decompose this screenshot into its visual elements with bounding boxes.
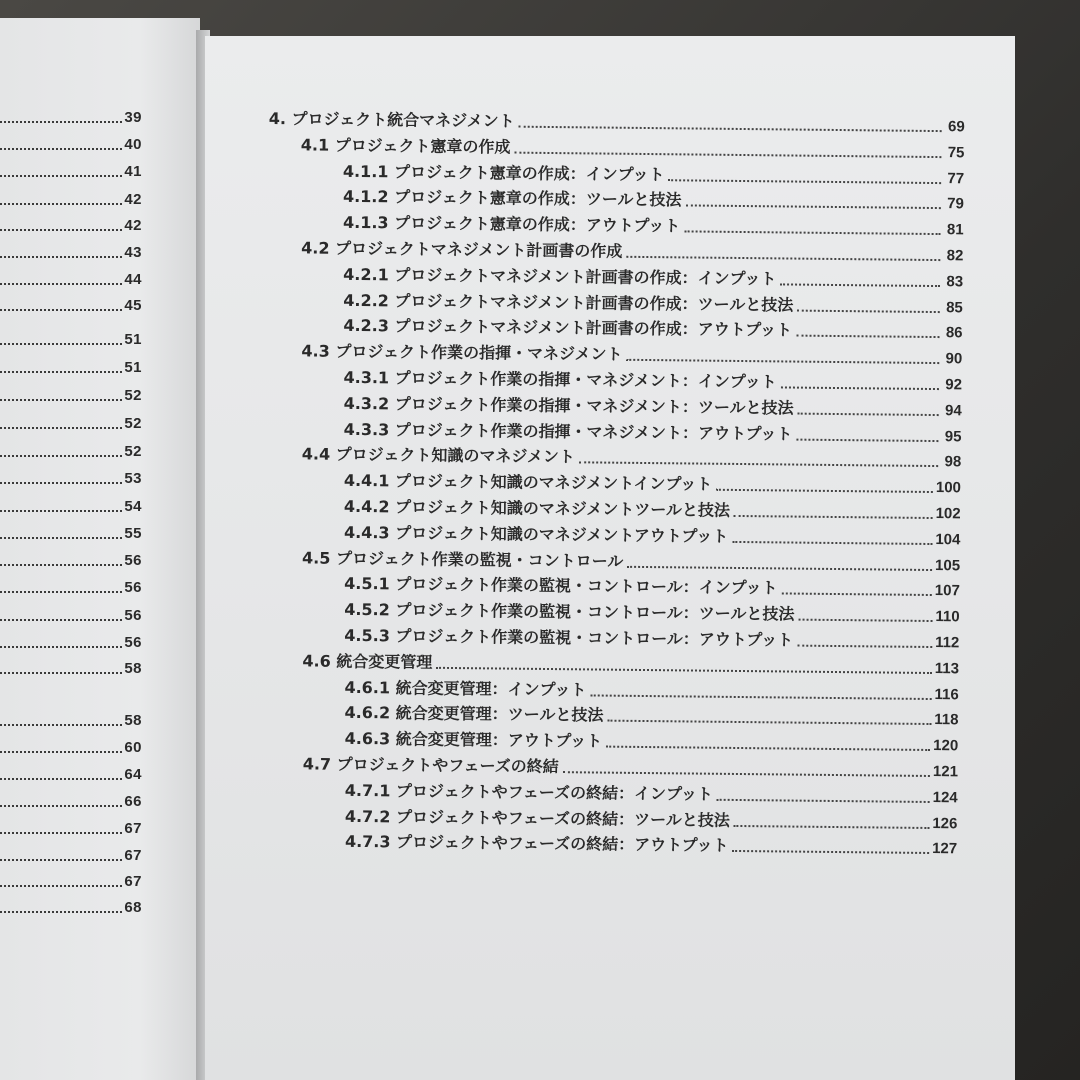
leader-dots — [563, 771, 930, 777]
left-page-number: 67 — [124, 847, 142, 864]
toc-entry-title: 4.5.3 プロジェクト作業の監視・コントロール：アウトプット — [344, 625, 794, 650]
leader-dots — [716, 489, 933, 493]
left-toc-row — [0, 493, 142, 517]
leader-dots — [0, 343, 122, 345]
left-toc-row — [0, 788, 142, 812]
toc-page-number: 120 — [933, 737, 959, 755]
leader-dots — [519, 126, 942, 132]
toc-page-number: 85 — [946, 298, 963, 316]
toc-entry-title: 4.7.3 プロジェクトやフェーズの終結：アウトプット — [344, 832, 729, 856]
leader-dots — [0, 283, 122, 285]
left-page-number: 56 — [124, 579, 142, 596]
toc-entry-title: 4.1.1 プロジェクト憲章の作成：インプット — [342, 161, 665, 184]
left-toc-row — [0, 761, 142, 785]
leader-dots — [685, 205, 940, 210]
leader-dots — [0, 510, 122, 512]
leader-dots — [0, 778, 122, 780]
left-toc-row — [0, 239, 142, 263]
left-toc-row — [0, 158, 142, 182]
toc-page-number: 110 — [935, 608, 960, 626]
leader-dots — [798, 412, 939, 415]
left-page-number: 42 — [124, 191, 142, 208]
left-page-number: 51 — [124, 331, 142, 348]
leader-dots — [0, 229, 122, 231]
toc-entry-title: 4.4 プロジェクト知識のマネジメント — [301, 444, 576, 467]
toc-entry-title: 4.3.3 プロジェクト作業の指揮・マネジメント：アウトプット — [343, 419, 793, 444]
left-page-number: 40 — [124, 136, 142, 153]
left-toc-row — [0, 734, 142, 758]
toc-page-number: 79 — [947, 195, 964, 213]
toc-page-number: 121 — [932, 763, 959, 781]
toc-entry-title: 4.6.3 統合変更管理：アウトプット — [344, 729, 603, 751]
leader-dots — [0, 911, 122, 913]
toc-entry-title: 4.2.1 プロジェクトマネジメント計画書の作成：インプット — [343, 264, 777, 289]
left-toc-row — [0, 894, 142, 918]
toc-entry-title: 4.7 プロジェクトやフェーズの終結 — [302, 754, 559, 777]
toc-page-number: 100 — [935, 479, 962, 497]
left-page-number: 56 — [124, 607, 142, 624]
toc-page-number: 126 — [932, 814, 958, 832]
leader-dots — [0, 482, 122, 484]
toc-page-number: 98 — [944, 453, 962, 471]
left-toc-row — [0, 465, 142, 489]
toc-page-number: 75 — [947, 143, 965, 162]
left-page-number: 52 — [124, 443, 142, 460]
leader-dots — [0, 309, 122, 311]
leader-dots — [0, 591, 122, 593]
leader-dots — [0, 619, 122, 621]
toc-page-number: 95 — [944, 427, 962, 445]
right-page — [205, 36, 1015, 1080]
left-page-number: 42 — [124, 217, 142, 234]
left-toc-row — [0, 574, 142, 598]
toc-entry-title: 4.7.2 プロジェクトやフェーズの終結：ツールと技法 — [344, 806, 730, 830]
leader-dots — [0, 832, 122, 834]
leader-dots — [0, 751, 122, 753]
left-page-number: 52 — [124, 415, 142, 432]
leader-dots — [796, 438, 938, 441]
toc-page-number: 116 — [934, 685, 959, 703]
leader-dots — [798, 619, 932, 622]
leader-dots — [0, 427, 122, 429]
leader-dots — [0, 724, 122, 726]
leader-dots — [684, 231, 940, 236]
left-page-number: 54 — [124, 498, 142, 515]
leader-dots — [781, 593, 931, 597]
left-toc-row — [0, 266, 142, 290]
left-toc-row — [0, 815, 142, 839]
leader-dots — [796, 335, 939, 339]
leader-dots — [780, 283, 940, 287]
leader-dots — [627, 359, 940, 364]
leader-dots — [436, 667, 932, 674]
left-page-number: 58 — [124, 712, 142, 729]
left-page-number: 45 — [124, 297, 142, 314]
toc-page-number: 86 — [945, 324, 963, 342]
left-toc-row — [0, 131, 142, 155]
toc-page-number: 82 — [946, 247, 964, 265]
leader-dots — [0, 672, 122, 674]
toc-page-number: 69 — [947, 118, 965, 136]
left-toc-row — [0, 326, 142, 350]
left-page-number: 60 — [124, 739, 142, 756]
leader-dots — [0, 646, 122, 648]
leader-dots — [607, 720, 931, 725]
left-toc-row — [0, 707, 142, 731]
leader-dots — [781, 386, 939, 390]
toc-page-number: 92 — [945, 376, 963, 394]
left-page-number: 68 — [124, 899, 142, 916]
toc-entry-title: 4.6.1 統合変更管理：インプット — [344, 677, 587, 699]
leader-dots — [0, 885, 122, 887]
left-toc-row — [0, 212, 142, 236]
toc-page-number: 81 — [946, 221, 964, 239]
toc-page-number: 124 — [932, 788, 958, 807]
left-page-number: 56 — [124, 634, 142, 651]
leader-dots — [0, 564, 122, 566]
toc-page-number: 104 — [935, 530, 961, 549]
toc-entry-title: 4.5 プロジェクト作業の監視・コントロール — [302, 548, 624, 571]
leader-dots — [0, 805, 122, 807]
toc-page-number: 113 — [934, 659, 960, 678]
leader-dots — [733, 850, 930, 854]
left-toc-row — [0, 842, 142, 866]
toc-entry-title: 4.1.2 プロジェクト憲章の作成：ツールと技法 — [342, 187, 682, 210]
toc-page-number: 83 — [946, 272, 964, 291]
leader-dots — [734, 825, 930, 829]
toc-page-number: 102 — [935, 505, 961, 523]
left-page-number: 67 — [124, 820, 142, 837]
toc-page-number: 105 — [935, 556, 961, 574]
leader-dots — [0, 148, 122, 150]
toc-entry-title: 4.4.1 プロジェクト知識のマネジメントインプット — [343, 471, 713, 494]
leader-dots — [734, 515, 933, 519]
left-page-number: 56 — [124, 552, 142, 569]
left-toc-row — [0, 655, 142, 679]
leader-dots — [0, 455, 122, 457]
leader-dots — [0, 537, 122, 539]
leader-dots — [0, 399, 122, 401]
toc-entry-title: 4.2.3 プロジェクトマネジメント計画書の作成：アウトプット — [343, 316, 793, 340]
left-page-number: 43 — [124, 244, 142, 261]
leader-dots — [717, 799, 930, 803]
toc-entry-title: 4.1.3 プロジェクト憲章の作成：アウトプット — [342, 213, 681, 236]
toc-page-number: 112 — [935, 634, 960, 652]
left-toc-row — [0, 382, 142, 406]
toc-entry-title: 4.2 プロジェクトマネジメント計画書の作成 — [301, 238, 623, 261]
left-page-number: 66 — [124, 793, 142, 810]
table-of-contents — [205, 36, 1015, 1080]
left-toc-row — [0, 868, 142, 892]
toc-page-number: 77 — [947, 169, 965, 187]
left-toc-row — [0, 410, 142, 434]
toc-entry-title: 4.6.2 統合変更管理：ツールと技法 — [344, 703, 604, 725]
leader-dots — [0, 121, 122, 123]
toc-entry-title: 4.3 プロジェクト作業の指揮・マネジメント — [301, 341, 623, 364]
toc-entry-title: 4.1 プロジェクト憲章の作成 — [300, 135, 511, 157]
leader-dots — [0, 859, 122, 861]
toc-entry-title: 4.4.2 プロジェクト知識のマネジメントツールと技法 — [343, 496, 731, 520]
left-toc-row — [0, 292, 142, 316]
left-toc-row — [0, 629, 142, 653]
toc-subsection-row — [345, 829, 957, 859]
leader-dots — [627, 565, 932, 570]
left-page-number: 64 — [124, 766, 142, 783]
leader-dots — [669, 179, 942, 184]
toc-entry-title: 4.4.3 プロジェクト知識のマネジメントアウトプット — [343, 522, 729, 546]
left-page-number: 55 — [124, 525, 142, 542]
left-page-number: 67 — [124, 873, 142, 890]
left-page-number: 39 — [124, 109, 142, 126]
toc-page-number: 127 — [932, 840, 958, 858]
leader-dots — [514, 151, 941, 157]
toc-entry-title: 4.5.1 プロジェクト作業の監視・コントロール：インプット — [344, 574, 778, 598]
leader-dots — [0, 175, 122, 177]
leader-dots — [579, 462, 938, 468]
toc-page-number: 94 — [944, 401, 962, 420]
left-toc-row — [0, 602, 142, 626]
toc-entry-title: 4.3.1 プロジェクト作業の指揮・マネジメント：インプット — [343, 367, 777, 392]
leader-dots — [0, 371, 122, 373]
leader-dots — [0, 256, 122, 258]
left-toc-row — [0, 354, 142, 378]
toc-page-number: 118 — [934, 711, 959, 729]
leader-dots — [606, 746, 930, 751]
leader-dots — [797, 309, 940, 312]
left-toc-row — [0, 104, 142, 128]
left-page-number: 41 — [124, 163, 142, 180]
left-page-number: 53 — [124, 470, 142, 487]
left-toc-row — [0, 520, 142, 544]
toc-page-number: 107 — [934, 582, 960, 600]
toc-entry-title: 4.5.2 プロジェクト作業の監視・コントロール：ツールと技法 — [344, 600, 795, 624]
toc-entry-title: 4.6 統合変更管理 — [302, 651, 433, 672]
left-page — [0, 18, 200, 1080]
left-page-number: 52 — [124, 387, 142, 404]
left-page-number: 44 — [124, 271, 142, 288]
left-page-number: 58 — [124, 660, 142, 677]
toc-entry-title: 4.2.2 プロジェクトマネジメント計画書の作成：ツールと技法 — [343, 290, 794, 315]
left-toc-row — [0, 186, 142, 210]
toc-entry-title: 4. プロジェクト統合マネジメント — [268, 109, 515, 131]
toc-page-number: 90 — [945, 350, 963, 368]
leader-dots — [626, 256, 940, 261]
toc-entry-title: 4.3.2 プロジェクト作業の指揮・マネジメント：ツールと技法 — [343, 393, 794, 418]
left-page-number: 51 — [124, 359, 142, 376]
leader-dots — [0, 203, 122, 205]
left-toc-row — [0, 438, 142, 462]
toc-entry-title: 4.7.1 プロジェクトやフェーズの終結：インプット — [344, 780, 714, 804]
leader-dots — [590, 694, 931, 700]
leader-dots — [797, 645, 932, 648]
leader-dots — [732, 541, 932, 545]
left-toc-row — [0, 547, 142, 571]
